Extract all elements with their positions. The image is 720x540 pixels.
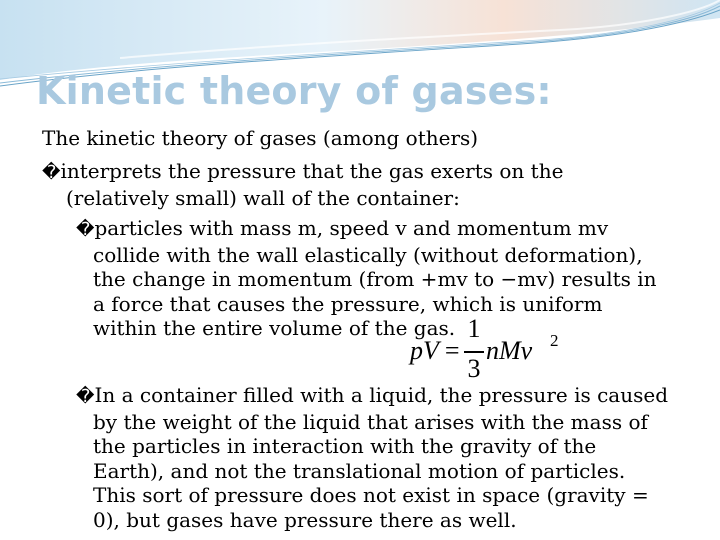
bullet-line: within the entire volume of the gas.: [93, 316, 456, 340]
fraction-numerator: 1: [467, 314, 481, 343]
bullet-text: interprets the pressure that the gas exerts on the: [60, 159, 564, 183]
bullet-text: particles with mass m, speed v and momentum mv: [94, 216, 609, 240]
bullet-level2-liquid: [76, 383, 668, 532]
bullet-icon: �: [42, 162, 61, 183]
bullet-line: [42, 159, 563, 186]
fraction-denominator: 3: [467, 354, 481, 383]
bullet-line: Earth), and not the translational motion of particles.: [93, 458, 626, 483]
bullet-icon: �: [76, 386, 95, 407]
bullet-line: [76, 216, 657, 243]
intro-text: The kinetic theory of gases (among others): [42, 126, 479, 150]
bullet-line: collide with the wall elastically (without deformation),: [93, 242, 643, 267]
bullet-line: (relatively small) wall of the container:: [66, 185, 460, 210]
slide-title: Kinetic theory of gases:: [36, 69, 552, 113]
bullet-line: the change in momentum (from +mv to −mv) results in: [93, 267, 657, 291]
bullet-text: In a container filled with a liquid, the pressure is caused: [94, 383, 668, 407]
formula-lhs: pV =: [410, 336, 460, 365]
bullet-level2-gas: [76, 216, 657, 341]
bullet-line: a force that causes the pressure, which is uniform: [93, 291, 603, 316]
formula-exponent: 2: [550, 331, 559, 350]
bullet-line: by the weight of the liquid that arises with the mass of: [93, 409, 648, 434]
bullet-line: the particles in interaction with the gravity of the: [93, 434, 597, 458]
formula-equals: =: [444, 336, 460, 365]
bullet-icon: �: [76, 219, 95, 240]
bullet-line: 0), but gases have pressure there as well.: [93, 507, 517, 532]
bullet-level1: [42, 159, 563, 210]
bullet-line: This sort of pressure does not exist in space (gravity =: [93, 483, 649, 507]
fraction-bar: [464, 351, 484, 353]
bullet-line: [76, 383, 668, 410]
formula-rhs: nMv: [486, 336, 533, 365]
